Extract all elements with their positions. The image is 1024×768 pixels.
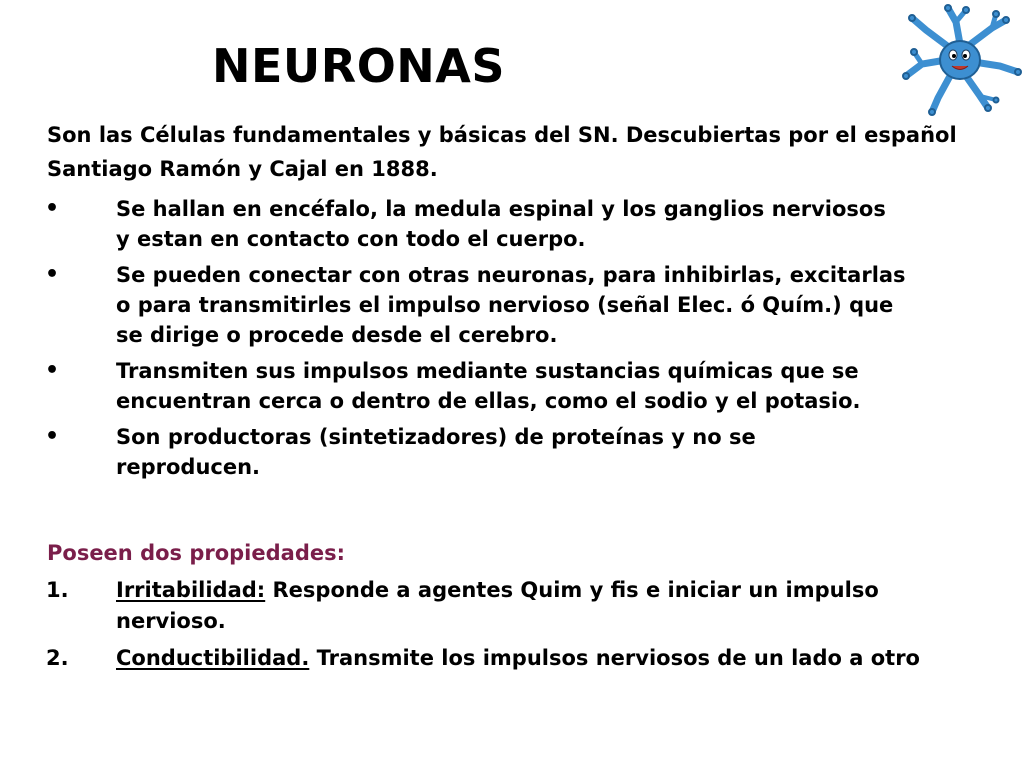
property-item <box>0 643 966 674</box>
bullet-icon: • <box>45 358 60 383</box>
characteristics-list <box>0 194 1024 488</box>
cartoon-neuron-icon <box>896 0 1024 120</box>
property-number: 2. <box>46 646 69 670</box>
slide-title: NEURONAS <box>212 39 506 93</box>
list-item <box>0 356 906 416</box>
list-item <box>0 260 906 350</box>
list-item-text: Son productoras (sintetizadores) de proteínas y no se reproducen. <box>116 425 756 479</box>
list-item <box>0 194 906 254</box>
bullet-icon: • <box>45 262 60 287</box>
properties-heading: Poseen dos propiedades: <box>47 541 345 565</box>
list-item <box>0 422 906 482</box>
property-description: Transmite los impulsos nerviosos de un lado a otro <box>309 646 920 670</box>
neuron-mascot <box>896 0 1024 120</box>
list-item-text: Se hallan en encéfalo, la medula espinal y los ganglios nerviosos y estan en contacto con todo el cuerpo. <box>116 197 886 251</box>
property-number: 1. <box>46 578 69 602</box>
property-term: Conductibilidad. <box>116 646 310 670</box>
list-item-text: Transmiten sus impulsos mediante sustancias químicas que se encuentran cerca o dentro de ellas, como el sodio y el potasio. <box>116 359 861 413</box>
list-item-text: Se pueden conectar con otras neuronas, para inhibirlas, excitarlas o para transmitirles el impulso nervioso (señal Elec. ó Quím.) que se dirige o procede desde el cerebro. <box>116 263 906 347</box>
property-term: Irritabilidad: <box>116 578 266 602</box>
properties-list <box>0 575 1024 680</box>
property-description: Responde a agentes Quim y fis e iniciar un impulso nervioso. <box>116 578 879 633</box>
bullet-icon: • <box>45 424 60 449</box>
intro-paragraph: Son las Células fundamentales y básicas del SN. Descubiertas por el español Santiago Ramón y Cajal en 1888. <box>47 123 957 181</box>
property-item <box>0 575 966 637</box>
bullet-icon: • <box>45 196 60 221</box>
